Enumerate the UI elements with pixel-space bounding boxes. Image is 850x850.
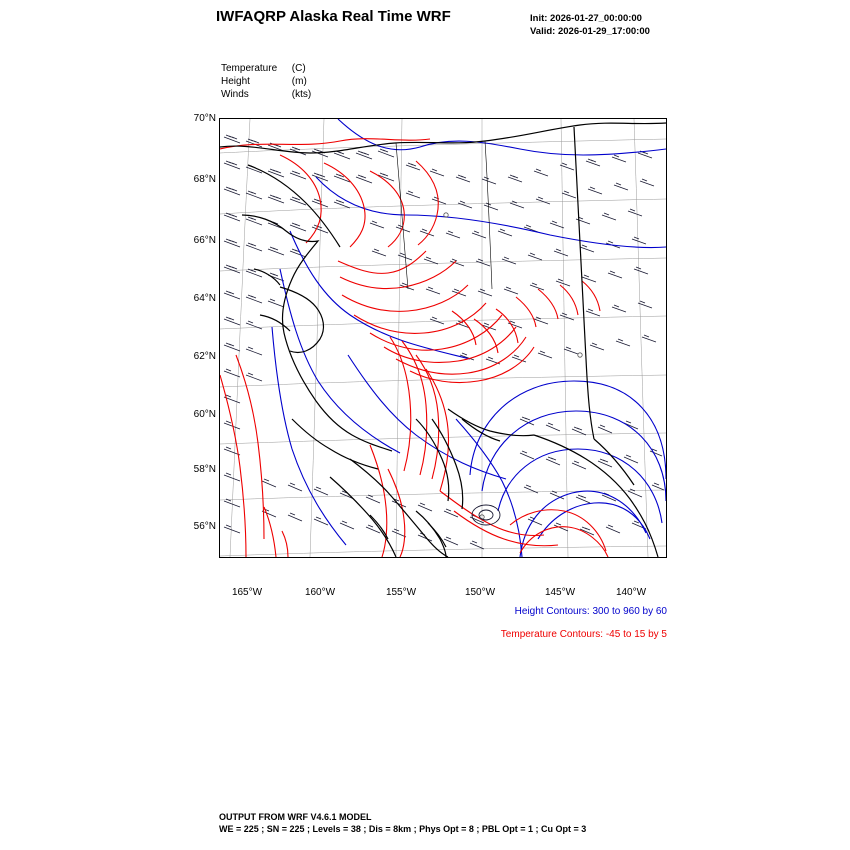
footer-line-1: OUTPUT FROM WRF V4.6.1 MODEL [219,812,372,822]
init-valid-block [530,12,650,38]
graticule [220,119,666,557]
lat-tick-66N: 66°N [193,235,216,246]
wind-barb-field [224,135,664,549]
lon-tick-145W: 145°W [544,587,576,598]
lon-tick-160W: 160°W [304,587,336,598]
lat-tick-70N: 70°N [193,113,216,124]
legend-name-temperature: Temperature [221,63,278,74]
legend-row-temperature [221,62,311,75]
legend-row-height [221,75,311,88]
legend-name-winds: Winds [221,89,249,100]
valid-time: Valid: 2026-01-29_17:00:00 [530,26,650,37]
legend-unit-temperature: (C) [291,63,306,74]
height-contours [272,119,666,557]
lon-tick-165W: 165°W [231,587,263,598]
lat-tick-58N: 58°N [193,464,216,475]
lat-tick-64N: 64°N [193,293,216,304]
lon-tick-140W: 140°W [615,587,647,598]
map-plot-area[interactable] [219,118,667,558]
legend-unit-winds: (kts) [291,89,312,100]
lat-tick-62N: 62°N [193,351,216,362]
height-contour-caption: Height Contours: 300 to 960 by 60 [514,606,667,617]
init-time: Init: 2026-01-27_00:00:00 [530,13,642,24]
page-title: IWFAQRP Alaska Real Time WRF [216,8,451,25]
lon-tick-150W: 150°W [464,587,496,598]
lat-tick-60N: 60°N [193,409,216,420]
legend-unit-height: (m) [291,76,307,87]
model-output-footer [219,811,586,835]
footer-line-2: WE = 225 ; SN = 225 ; Levels = 38 ; Dis = 8km ; Phys Opt = 8 ; PBL Opt = 1 ; Cu Opt = 3 [219,824,587,834]
legend-name-height: Height [221,76,250,87]
lat-tick-68N: 68°N [193,174,216,185]
variable-legend [221,62,311,101]
legend-row-winds [221,88,311,101]
lon-tick-155W: 155°W [385,587,417,598]
lat-tick-56N: 56°N [193,521,216,532]
temperature-contour-caption: Temperature Contours: -45 to 15 by 5 [500,629,667,640]
station-markers [444,213,582,519]
